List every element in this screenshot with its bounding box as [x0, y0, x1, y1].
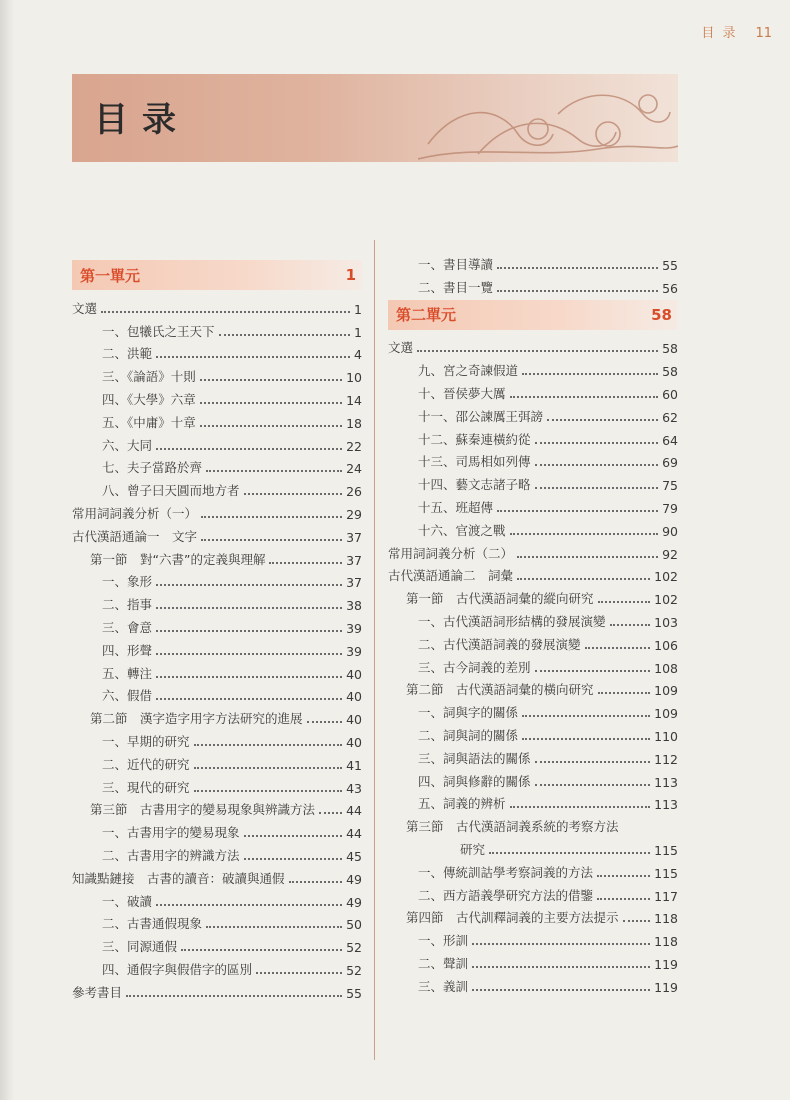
toc-page-number: 26 — [346, 484, 362, 500]
toc-leader-dots — [319, 812, 342, 814]
toc-entry-label: 一、古代漢語詞形結構的發展演變 — [418, 613, 606, 629]
toc-page-number: 41 — [346, 757, 362, 773]
toc-leader-dots — [535, 464, 659, 466]
toc-leader-dots — [522, 373, 658, 375]
toc-entry-label: 五、詞義的辨析 — [418, 796, 506, 812]
toc-leader-dots — [256, 972, 342, 974]
toc-leader-dots — [206, 470, 342, 472]
toc-leader-dots — [206, 926, 342, 928]
toc-page-number: 69 — [662, 455, 678, 471]
toc-entry-label: 一、書目導讀 — [418, 256, 494, 272]
toc-entry-label: 第二節 漢字造字用字方法研究的進展 — [90, 711, 303, 727]
page-title: 目录 — [94, 100, 190, 140]
toc-entry — [388, 250, 678, 273]
title-banner — [72, 74, 678, 162]
toc-entry — [388, 448, 678, 471]
toc-leader-dots — [200, 425, 342, 427]
toc-entry-label: 三、《論語》十則 — [102, 369, 196, 385]
toc-leader-dots — [535, 784, 651, 786]
toc-entry-label: 九、宮之奇諫假道 — [418, 363, 519, 379]
toc-entry — [388, 949, 678, 972]
page-gutter-shadow — [0, 0, 14, 1100]
toc-entry — [72, 955, 362, 978]
toc-page-number: 38 — [346, 598, 362, 614]
toc-page-number: 109 — [654, 706, 678, 722]
toc-unit-heading — [72, 260, 362, 290]
toc-entry — [388, 516, 678, 539]
toc-entry-label: 第一節 古代漢語詞彙的縱向研究 — [406, 591, 594, 607]
toc-leader-dots — [510, 533, 659, 535]
toc-entry — [388, 698, 678, 721]
toc-entry — [388, 584, 678, 607]
toc-entry-label: 十、晉侯夢大厲 — [418, 385, 506, 401]
toc-leader-dots — [181, 949, 342, 951]
toc-leader-dots — [156, 653, 342, 655]
toc-entry-label: 第一單元 — [80, 266, 141, 285]
toc-page-number: 58 — [662, 364, 678, 380]
toc-entry-label: 一、象形 — [102, 574, 153, 590]
toc-entry-label: 第三節 古代漢語詞義系統的考察方法 — [406, 819, 619, 835]
toc-page-number: 109 — [654, 683, 678, 699]
toc-entry — [72, 796, 362, 819]
toc-entry — [388, 539, 678, 562]
toc-entry — [72, 910, 362, 933]
wave-ornament-icon — [418, 74, 678, 162]
toc-page-number: 58 — [651, 305, 672, 324]
toc-entry — [72, 841, 362, 864]
toc-entry — [388, 562, 678, 585]
toc-leader-dots — [547, 419, 658, 421]
toc-leader-dots — [510, 396, 659, 398]
toc-leader-dots — [156, 448, 342, 450]
toc-page-number: 39 — [346, 620, 362, 636]
toc-entry — [388, 607, 678, 630]
toc-entry — [72, 294, 362, 317]
toc-page-number: 102 — [654, 592, 678, 608]
toc-page-number: 55 — [662, 257, 678, 273]
toc-entry-label: 四、《大學》六章 — [102, 391, 196, 407]
toc-leader-dots — [497, 290, 658, 292]
toc-entry-label: 五、《中庸》十章 — [102, 414, 196, 430]
toc-entry — [388, 334, 678, 357]
toc-leader-dots — [517, 578, 650, 580]
toc-entry-label: 二、近代的研究 — [102, 756, 190, 772]
toc-leader-dots — [598, 601, 651, 603]
toc-entry-label: 常用詞詞義分析（二） — [388, 545, 514, 561]
toc-entry-label: 第一節 對“六書”的定義與理解 — [90, 551, 266, 567]
toc-leader-dots — [535, 670, 651, 672]
toc-entry — [72, 590, 362, 613]
toc-leader-dots — [269, 562, 342, 564]
toc-entry-label: 三、古今詞義的差別 — [418, 659, 531, 675]
toc-leader-dots — [200, 402, 342, 404]
toc-entry-label: 二、詞與詞的關係 — [418, 727, 519, 743]
toc-entry-label: 第四節 古代訓釋詞義的主要方法提示 — [406, 910, 619, 926]
toc-entry-label: 五、轉注 — [102, 665, 153, 681]
toc-entry-label: 六、假借 — [102, 688, 153, 704]
toc-leader-dots — [101, 311, 350, 313]
toc-page-number: 79 — [662, 500, 678, 516]
toc-entry-label: 文選 — [72, 300, 98, 316]
toc-page-number: 37 — [346, 529, 362, 545]
toc-entry — [72, 750, 362, 773]
toc-page-number: 52 — [346, 962, 362, 978]
toc-leader-dots — [585, 647, 651, 649]
column-divider — [374, 240, 375, 1060]
toc-entry-label: 知識點鏈接 古書的讀音：破讀與通假 — [72, 870, 285, 886]
toc-leader-dots — [156, 904, 342, 906]
toc-entry — [388, 273, 678, 296]
toc-leader-dots — [598, 692, 651, 694]
toc-unit-heading — [388, 300, 678, 330]
toc-entry — [72, 864, 362, 887]
toc-entry-label: 三、現代的研究 — [102, 779, 190, 795]
toc-entry-label: 二、聲訓 — [418, 955, 469, 971]
toc-entry — [72, 773, 362, 796]
toc-page-number: 44 — [346, 826, 362, 842]
toc-page-number: 40 — [346, 712, 362, 728]
toc-entry — [388, 744, 678, 767]
toc-leader-dots — [201, 516, 342, 518]
toc-leader-dots — [522, 738, 650, 740]
running-header — [701, 22, 772, 41]
toc-leader-dots — [472, 989, 650, 991]
toc-entry — [388, 676, 678, 699]
toc-entry-label: 四、通假字與假借字的區別 — [102, 961, 253, 977]
toc-entry-label: 二、古書通假現象 — [102, 916, 203, 932]
toc-entry-label: 一、傳統訓詁學考察詞義的方法 — [418, 864, 594, 880]
toc-entry-label: 一、破讀 — [102, 893, 153, 909]
toc-leader-dots — [194, 767, 343, 769]
toc-page-number: 110 — [654, 728, 678, 744]
toc-entry — [72, 499, 362, 522]
toc-entry-label: 十四、藝文志諸子略 — [418, 477, 531, 493]
toc-leader-dots — [201, 539, 342, 541]
toc-leader-dots — [597, 898, 650, 900]
toc-entry-label: 古代漢語通論二 詞彙 — [388, 568, 514, 584]
toc-page-number: 119 — [654, 979, 678, 995]
toc-entry — [72, 340, 362, 363]
toc-entry — [72, 887, 362, 910]
toc-page-number: 58 — [662, 341, 678, 357]
toc-page-number: 103 — [654, 614, 678, 630]
toc-page-number: 44 — [346, 803, 362, 819]
toc-page-number: 118 — [654, 934, 678, 950]
toc-page-number: 113 — [654, 797, 678, 813]
toc-leader-dots — [417, 350, 658, 352]
toc-page-number: 39 — [346, 643, 362, 659]
toc-entry — [388, 493, 678, 516]
toc-leader-dots — [126, 995, 342, 997]
toc-entry — [388, 425, 678, 448]
toc-entry-label: 八、曾子曰天圓而地方者 — [102, 483, 240, 499]
toc-entry — [388, 835, 678, 858]
toc-leader-dots — [535, 442, 659, 444]
toc-page-number: 119 — [654, 956, 678, 972]
toc-entry — [388, 767, 678, 790]
toc-page-number: 115 — [654, 865, 678, 881]
running-header-page-number: 11 — [755, 26, 772, 41]
toc-leader-dots — [156, 630, 342, 632]
toc-entry-label: 文選 — [388, 340, 414, 356]
toc-entry — [72, 385, 362, 408]
toc-entry — [72, 317, 362, 340]
toc-entry — [72, 932, 362, 955]
toc-entry — [72, 704, 362, 727]
toc-leader-dots — [156, 607, 342, 609]
toc-leader-dots — [156, 584, 342, 586]
toc-entry — [388, 972, 678, 995]
toc-entry-label: 四、形聲 — [102, 642, 153, 658]
toc-leader-dots — [289, 881, 343, 883]
toc-leader-dots — [489, 852, 650, 854]
toc-entry-label: 一、詞與字的關係 — [418, 705, 519, 721]
toc-page-number: 92 — [662, 546, 678, 562]
toc-leader-dots — [522, 715, 650, 717]
running-header-title: 目 录 — [701, 26, 738, 41]
toc-page-number: 113 — [654, 774, 678, 790]
toc-entry-label: 一、包犧氏之王天下 — [102, 323, 215, 339]
toc-page-number: 14 — [346, 392, 362, 408]
toc-right-column — [388, 250, 678, 995]
toc-page-number: 118 — [654, 911, 678, 927]
toc-page-number: 49 — [346, 871, 362, 887]
toc-page-number: 75 — [662, 478, 678, 494]
toc-page-number: 40 — [346, 666, 362, 682]
toc-page-number: 62 — [662, 409, 678, 425]
toc-entry-label: 三、義訓 — [418, 978, 469, 994]
toc-entry — [72, 522, 362, 545]
toc-page-number: 37 — [346, 552, 362, 568]
toc-entry — [388, 926, 678, 949]
toc-entry — [72, 454, 362, 477]
toc-entry — [388, 470, 678, 493]
toc-leader-dots — [472, 966, 650, 968]
toc-page-number: 52 — [346, 940, 362, 956]
toc-entry — [388, 812, 678, 835]
toc-leader-dots — [200, 379, 342, 381]
toc-entry-label: 三、同源通假 — [102, 939, 178, 955]
toc-leader-dots — [472, 943, 650, 945]
toc-entry — [388, 402, 678, 425]
toc-page-number: 106 — [654, 637, 678, 653]
toc-entry — [388, 881, 678, 904]
toc-entry — [72, 818, 362, 841]
toc-entry-label: 第二單元 — [396, 306, 457, 325]
toc-left-column — [72, 256, 362, 1001]
toc-leader-dots — [497, 510, 658, 512]
toc-entry-label: 七、夫子當路於齊 — [102, 460, 203, 476]
toc-entry-label: 常用詞詞義分析（一） — [72, 505, 198, 521]
toc-entry — [72, 613, 362, 636]
toc-leader-dots — [597, 875, 650, 877]
toc-page-number: 45 — [346, 848, 362, 864]
toc-page-number: 10 — [346, 370, 362, 386]
toc-entry — [72, 568, 362, 591]
toc-leader-dots — [623, 920, 651, 922]
toc-entry-label: 研究 — [460, 841, 486, 857]
toc-entry-label: 十三、司馬相如列傳 — [418, 454, 531, 470]
toc-page-number: 43 — [346, 780, 362, 796]
toc-entry-label: 三、會意 — [102, 619, 153, 635]
toc-entry — [72, 727, 362, 750]
toc-entry-label: 二、書目一覽 — [418, 279, 494, 295]
toc-entry-label: 三、詞與語法的關係 — [418, 750, 531, 766]
toc-entry-label: 一、早期的研究 — [102, 733, 190, 749]
toc-page-number: 55 — [346, 985, 362, 1001]
toc-entry-label: 第三節 古書用字的變易現象與辨識方法 — [90, 802, 316, 818]
toc-entry-label: 二、古代漢語詞義的發展演變 — [418, 636, 581, 652]
toc-page-number: 24 — [346, 461, 362, 477]
toc-leader-dots — [156, 676, 342, 678]
toc-leader-dots — [156, 698, 342, 700]
toc-entry — [388, 858, 678, 881]
toc-page-number: 56 — [662, 280, 678, 296]
toc-entry-label: 十六、官渡之戰 — [418, 522, 506, 538]
toc-page-number: 112 — [654, 751, 678, 767]
toc-page-number: 102 — [654, 569, 678, 585]
toc-leader-dots — [497, 267, 658, 269]
toc-entry — [388, 904, 678, 927]
toc-leader-dots — [517, 556, 658, 558]
toc-entry — [72, 408, 362, 431]
toc-page-number: 37 — [346, 575, 362, 591]
toc-entry-label: 二、指事 — [102, 597, 153, 613]
toc-page-number: 50 — [346, 917, 362, 933]
toc-leader-dots — [535, 487, 659, 489]
toc-entry — [72, 659, 362, 682]
toc-entry — [388, 653, 678, 676]
toc-leader-dots — [244, 835, 343, 837]
toc-entry-label: 十二、蘇秦連橫約從 — [418, 431, 531, 447]
toc-entry-label: 第二節 古代漢語詞彙的橫向研究 — [406, 682, 594, 698]
toc-entry — [72, 362, 362, 385]
toc-leader-dots — [194, 744, 343, 746]
toc-entry — [72, 636, 362, 659]
toc-leader-dots — [156, 356, 350, 358]
toc-page-number: 117 — [654, 888, 678, 904]
toc-entry-label: 二、古書用字的辨識方法 — [102, 847, 240, 863]
toc-page-number: 60 — [662, 386, 678, 402]
toc-page-number: 22 — [346, 438, 362, 454]
toc-entry-label: 四、詞與修辭的關係 — [418, 773, 531, 789]
toc-leader-dots — [535, 761, 651, 763]
toc-page-number: 40 — [346, 734, 362, 750]
toc-leader-dots — [194, 790, 343, 792]
toc-entry — [388, 379, 678, 402]
toc-leader-dots — [219, 334, 351, 336]
toc-leader-dots — [610, 624, 651, 626]
toc-leader-dots — [307, 721, 343, 723]
toc-page-number: 1 — [354, 324, 362, 340]
toc-entry-label: 二、洪範 — [102, 346, 153, 362]
toc-leader-dots — [510, 806, 651, 808]
toc-entry — [388, 721, 678, 744]
toc-entry-label: 十一、邵公諫厲王弭謗 — [418, 408, 544, 424]
toc-entry — [72, 431, 362, 454]
toc-leader-dots — [244, 858, 343, 860]
toc-entry — [388, 790, 678, 813]
toc-page-number: 1 — [345, 266, 356, 284]
toc-entry-label: 六、大同 — [102, 437, 153, 453]
toc-entry — [388, 356, 678, 379]
toc-page-number: 29 — [346, 506, 362, 522]
toc-entry — [72, 476, 362, 499]
toc-page-number: 4 — [354, 347, 362, 363]
toc-entry-label: 二、西方語義學研究方法的借鑒 — [418, 887, 594, 903]
toc-page-number: 64 — [662, 432, 678, 448]
toc-entry-label: 十五、班超傳 — [418, 499, 494, 515]
toc-entry — [388, 630, 678, 653]
toc-page-number: 115 — [654, 842, 678, 858]
toc-entry-label: 古代漢語通論一 文字 — [72, 528, 198, 544]
toc-page-number: 90 — [662, 523, 678, 539]
toc-page-number: 49 — [346, 894, 362, 910]
toc-entry — [72, 978, 362, 1001]
toc-entry — [72, 545, 362, 568]
toc-page-number: 108 — [654, 660, 678, 676]
toc-page-number: 40 — [346, 689, 362, 705]
toc-page-number: 18 — [346, 415, 362, 431]
toc-entry-label: 一、形訓 — [418, 933, 469, 949]
toc-entry-label: 參考書目 — [72, 984, 123, 1000]
toc-entry — [72, 682, 362, 705]
toc-leader-dots — [244, 493, 343, 495]
toc-entry-label: 一、古書用字的變易現象 — [102, 825, 240, 841]
toc-page-number: 1 — [354, 301, 362, 317]
